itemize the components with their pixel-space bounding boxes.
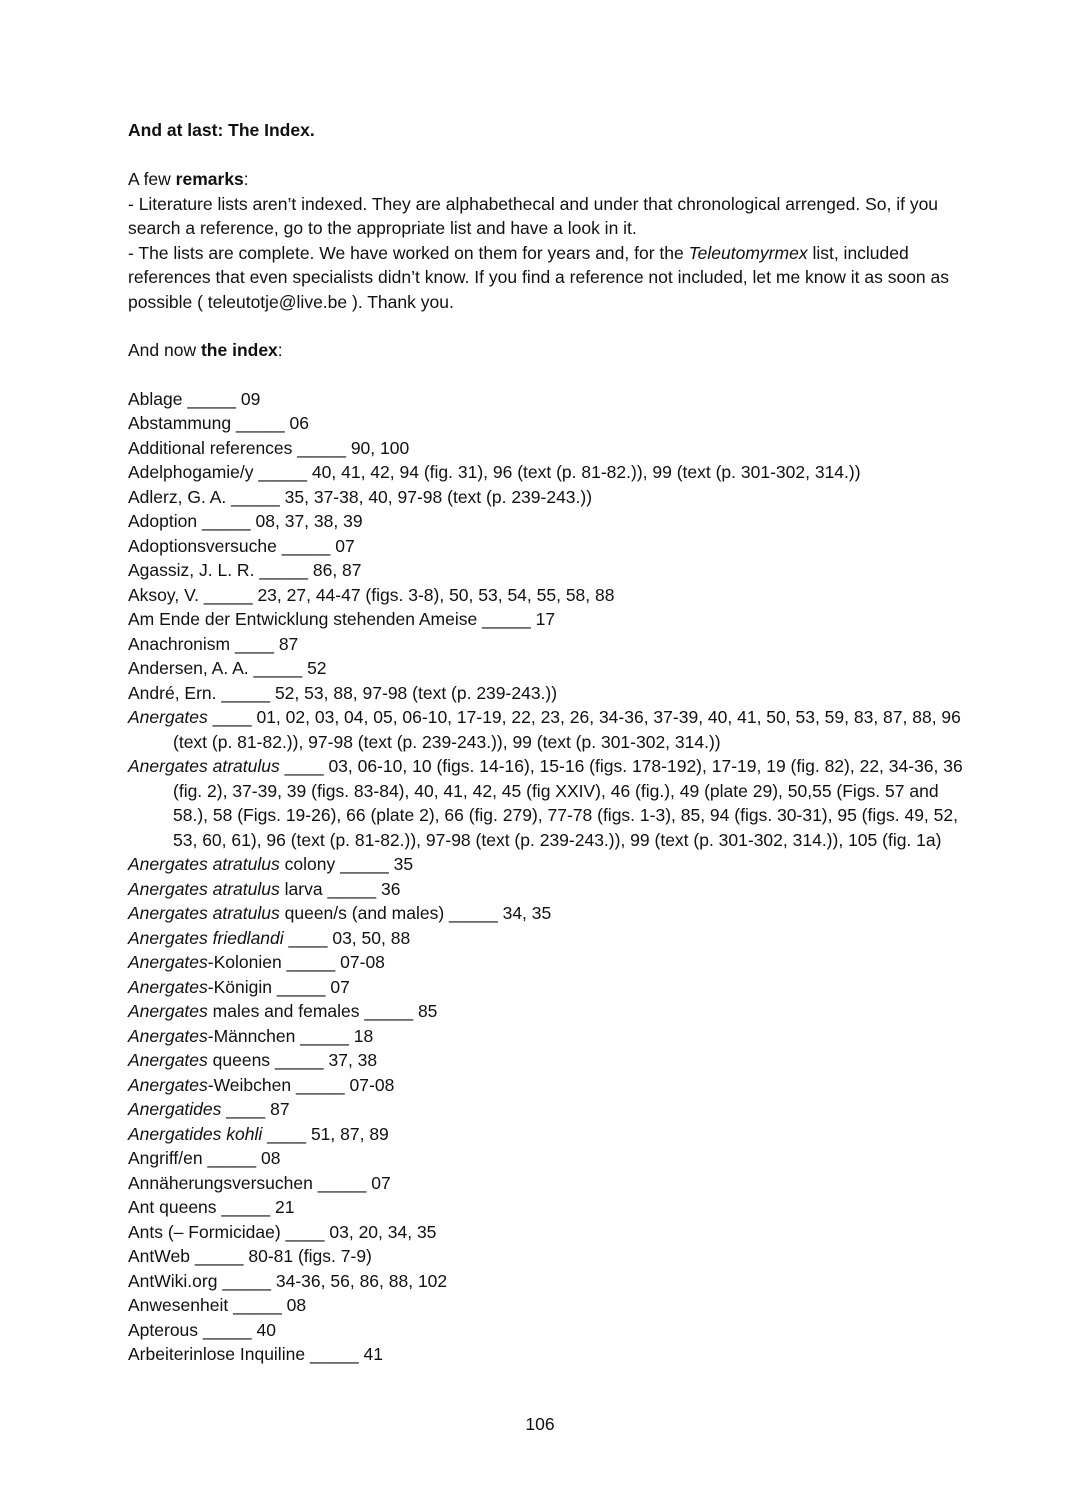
index-entry (128, 926, 968, 951)
index-entry (128, 1048, 968, 1073)
index-leader-line: _____ (202, 1319, 252, 1340)
index-list (128, 387, 968, 1367)
index-page-refs: 40, 41, 42, 94 (fig. 31), 96 (text (p. 81-82.)), 99 (text (p. 301-302, 314.)) (311, 462, 861, 482)
index-page-refs: 07-08 (349, 1074, 395, 1095)
index-term: Andersen, A. A. (128, 658, 249, 678)
index-leader-line: _____ (233, 1295, 282, 1315)
index-term: Anergates (128, 1025, 208, 1046)
index-leader-line: _____ (309, 1344, 359, 1364)
index-entry (128, 681, 968, 706)
index-term: Agassiz, J. L. R. (128, 560, 255, 580)
index-page-refs: 07 (330, 976, 350, 997)
index-page-refs: 09 (240, 388, 261, 409)
index-intro (128, 338, 968, 363)
remarks-intro-bold: remarks (175, 169, 244, 189)
index-term: Anergates atratulus (128, 903, 280, 923)
index-page-refs: 41 (363, 1344, 383, 1364)
index-leader-line: _____ (296, 1074, 345, 1095)
index-leader-line: ____ (288, 927, 328, 948)
index-term: Adlerz, G. A. (128, 486, 227, 507)
index-term: Abstammung (128, 413, 232, 433)
index-term: AntWeb (128, 1246, 190, 1266)
index-term: Angriff/en (128, 1148, 203, 1168)
index-term: Adelphogamie/y (128, 462, 254, 482)
index-entry (128, 1171, 968, 1196)
remark-lists-complete (128, 241, 968, 315)
index-leader-line: _____ (222, 1270, 272, 1291)
index-page-refs: 21 (274, 1197, 295, 1217)
index-page-refs: 07 (335, 535, 355, 556)
index-term: Anergates (128, 1050, 208, 1070)
index-term: Anergatides kohli (128, 1123, 263, 1144)
remarks-intro (128, 167, 968, 192)
index-entry (128, 1024, 968, 1049)
index-term: Additional references (128, 437, 293, 458)
index-leader-line: _____ (253, 658, 303, 678)
index-term: Adoptionsversuche (128, 535, 277, 556)
index-page-refs: 40 (256, 1319, 276, 1340)
index-term: Anergates (128, 707, 208, 727)
index-intro-bold: the index (200, 340, 278, 360)
index-leader-line: _____ (340, 854, 389, 874)
index-page-refs: 08 (261, 1148, 281, 1168)
index-term-suffix: -Männchen (207, 1025, 296, 1046)
remark2-italic: Teleutomyrmex (688, 242, 808, 263)
index-leader-line: _____ (221, 1197, 271, 1217)
index-term: Anwesenheit (128, 1295, 229, 1315)
index-page-refs: 80-81 (figs. 7-9) (248, 1246, 372, 1266)
index-term-suffix: queen/s (and males) (279, 903, 445, 923)
index-page-refs: 01, 02, 03, 04, 05, 06-10, 17-19, 22, 23, 26, 34-36, 37-39, 40, 41, 50, 53, 59, 83, 87, 88, 96 (text (p. 81-82.)), 97-98 (text (p. 239-243.)), 99 (text (p. 301-302, 314.)) (173, 707, 961, 752)
index-intro-suffix: : (277, 340, 283, 360)
page-title: And at last: The Index. (128, 120, 315, 140)
index-term: Am Ende der Entwicklung stehenden Ameise (128, 609, 478, 629)
index-entry (128, 705, 968, 754)
index-term-suffix: larva (279, 878, 323, 899)
index-entry (128, 950, 968, 975)
index-term: Anergates (128, 1001, 208, 1021)
index-page-refs: 90, 100 (350, 437, 410, 458)
index-term: Anergates (128, 976, 208, 997)
index-term: Anachronism (128, 633, 231, 654)
index-entry (128, 1269, 968, 1294)
index-entry (128, 877, 968, 902)
index-term: Adoption (128, 511, 198, 531)
index-page-refs: 52, 53, 88, 97-98 (text (p. 239-243.)) (274, 682, 558, 703)
index-term: Anergates atratulus (128, 878, 280, 899)
index-page-refs: 07-08 (340, 952, 385, 972)
index-page-refs: 85 (417, 1001, 438, 1021)
index-page-refs: 34, 35 (502, 903, 552, 923)
index-entry (128, 1342, 968, 1367)
index-term: Ant queens (128, 1197, 217, 1217)
index-entry (128, 411, 968, 436)
index-entry (128, 1097, 968, 1122)
index-entry (128, 509, 968, 534)
index-entry (128, 1293, 968, 1318)
index-term: Anergatides (128, 1099, 222, 1119)
index-term: Anergates (128, 1074, 208, 1095)
index-page-refs: 03, 20, 34, 35 (329, 1221, 437, 1242)
index-entry (128, 656, 968, 681)
index-page-refs: 52 (307, 658, 327, 678)
index-entry (128, 558, 968, 583)
index-term-suffix: queens (207, 1050, 271, 1070)
remark2-part-a: - The lists are complete. We have worked on them for years and, for the (128, 242, 689, 263)
index-leader-line: _____ (207, 1148, 257, 1168)
remarks-intro-suffix: : (243, 169, 249, 189)
index-leader-line: _____ (281, 535, 331, 556)
index-entry (128, 901, 968, 926)
index-leader-line: _____ (221, 682, 271, 703)
index-leader-line: _____ (258, 462, 308, 482)
index-leader-line: ____ (226, 1099, 266, 1119)
index-term-suffix: -Kolonien (207, 952, 282, 972)
index-entry (128, 1122, 968, 1147)
index-leader-line: _____ (203, 584, 253, 605)
index-page-refs: 51, 87, 89 (310, 1123, 389, 1144)
index-leader-line: _____ (235, 413, 285, 433)
index-leader-line: _____ (276, 976, 326, 997)
index-page-refs: 34-36, 56, 86, 88, 102 (275, 1270, 448, 1291)
index-term: Ablage (128, 388, 183, 409)
index-entry (128, 754, 968, 852)
index-leader-line: _____ (201, 511, 251, 531)
index-entry (128, 1318, 968, 1343)
index-page-refs: 03, 50, 88 (332, 927, 411, 948)
document-page (128, 118, 968, 1367)
remark-literature: - Literature lists aren’t indexed. They are alphabethecal and under that chronological arrenged. So, if you search a reference, go to the appropriate list and have a look in it. (128, 193, 939, 238)
index-leader-line: ____ (285, 1221, 325, 1242)
spacer (128, 363, 968, 387)
index-term: Anergates atratulus (128, 756, 280, 776)
index-leader-line: _____ (194, 1246, 244, 1266)
index-page-refs: 87 (270, 1099, 290, 1119)
index-page-refs: 36 (380, 878, 401, 899)
index-leader-line: _____ (259, 560, 308, 580)
index-term: André, Ern. (128, 682, 217, 703)
index-page-refs: 86, 87 (312, 560, 362, 580)
index-leader-line: ____ (284, 756, 324, 776)
index-page-refs: 87 (278, 633, 299, 654)
index-page-refs: 08 (286, 1295, 307, 1315)
index-leader-line: _____ (300, 1025, 349, 1046)
index-leader-line: _____ (187, 388, 237, 409)
index-leader-line: ____ (235, 633, 274, 654)
index-entry (128, 436, 968, 461)
index-leader-line: _____ (231, 486, 280, 507)
index-term: Annäherungsversuchen (128, 1172, 313, 1193)
index-term-suffix: colony (279, 854, 336, 874)
index-page-refs: 03, 06-10, 10 (figs. 14-16), 15-16 (figs. 178-192), 17-19, 19 (fig. 82), 22, 34-36, 36 (fig. 2), 37-39, 39 (figs. 83-84), 40, 41, 42, 45 (fig XXIV), 46 (fig.), 49 (plate 29), 50,55 (Figs. 57 and 58.), 58 (Figs. 19-26), 66 (plate 2), 66 (fig. 279), 77-78 (figs. 1-3), 85, 94 (figs. 30-31), 95 (figs. 49, 52, 53, 60, 61), 96 (text (p. 81-82.)), 97-98 (text (p. 239-243.)), 99 (text (p. 301-302, 314.)), 105 (fig. 1a) (173, 756, 963, 850)
index-leader-line: _____ (327, 878, 377, 899)
index-leader-line: ____ (212, 707, 252, 727)
index-entry (128, 1244, 968, 1269)
index-page-refs: 37, 38 (328, 1050, 378, 1070)
index-page-refs: 18 (353, 1025, 374, 1046)
index-entry (128, 632, 968, 657)
index-entry (128, 1220, 968, 1245)
index-term: Anergates atratulus (128, 854, 280, 874)
index-term: Ants (– Formicidae) (128, 1221, 281, 1242)
index-leader-line: _____ (286, 952, 336, 972)
index-entry (128, 607, 968, 632)
index-entry (128, 387, 968, 412)
index-leader-line: _____ (297, 437, 346, 458)
remark2-part-b: list, included references that even specialists didn’t know. If you find a reference not included, let me know it as soon as possible ( teleutotje@live.be ). Thank you. (128, 242, 950, 312)
index-term: Arbeiterinlose Inquiline (128, 1344, 306, 1364)
index-page-refs: 35, 37-38, 40, 97-98 (text (p. 239-243.)) (284, 486, 593, 507)
spacer (128, 314, 968, 338)
index-entry (128, 460, 968, 485)
index-page-refs: 35 (393, 854, 414, 874)
index-term-suffix: -Weibchen (207, 1074, 292, 1095)
index-leader-line: _____ (364, 1001, 414, 1021)
index-leader-line: _____ (274, 1050, 324, 1070)
page-number: 106 (525, 1414, 555, 1434)
index-leader-line: _____ (449, 903, 498, 923)
spacer (128, 142, 968, 167)
index-term: Apterous (128, 1319, 199, 1340)
index-entry (128, 852, 968, 877)
index-term: Anergates friedlandi (128, 927, 284, 948)
index-entry (128, 534, 968, 559)
index-entry (128, 975, 968, 1000)
index-leader-line: _____ (317, 1172, 367, 1193)
index-page-refs: 23, 27, 44-47 (figs. 3-8), 50, 53, 54, 55, 58, 88 (257, 584, 615, 605)
index-leader-line: ____ (267, 1123, 307, 1144)
index-entry (128, 1195, 968, 1220)
index-page-refs: 08, 37, 38, 39 (255, 511, 363, 531)
index-entry (128, 999, 968, 1024)
index-entry (128, 583, 968, 608)
index-entry (128, 485, 968, 510)
index-entry (128, 1073, 968, 1098)
index-page-refs: 06 (289, 413, 309, 433)
index-leader-line: _____ (482, 609, 531, 629)
index-page-refs: 17 (535, 609, 556, 629)
remarks-intro-prefix: A few (128, 169, 176, 189)
index-term: AntWiki.org (128, 1270, 218, 1291)
index-term-suffix: -Königin (207, 976, 272, 997)
index-term: Aksoy, V. (128, 584, 200, 605)
index-intro-prefix: And now (128, 340, 201, 360)
index-entry (128, 1146, 968, 1171)
index-page-refs: 07 (371, 1172, 391, 1193)
index-term: Anergates (128, 952, 208, 972)
index-term-suffix: males and females (207, 1001, 360, 1021)
